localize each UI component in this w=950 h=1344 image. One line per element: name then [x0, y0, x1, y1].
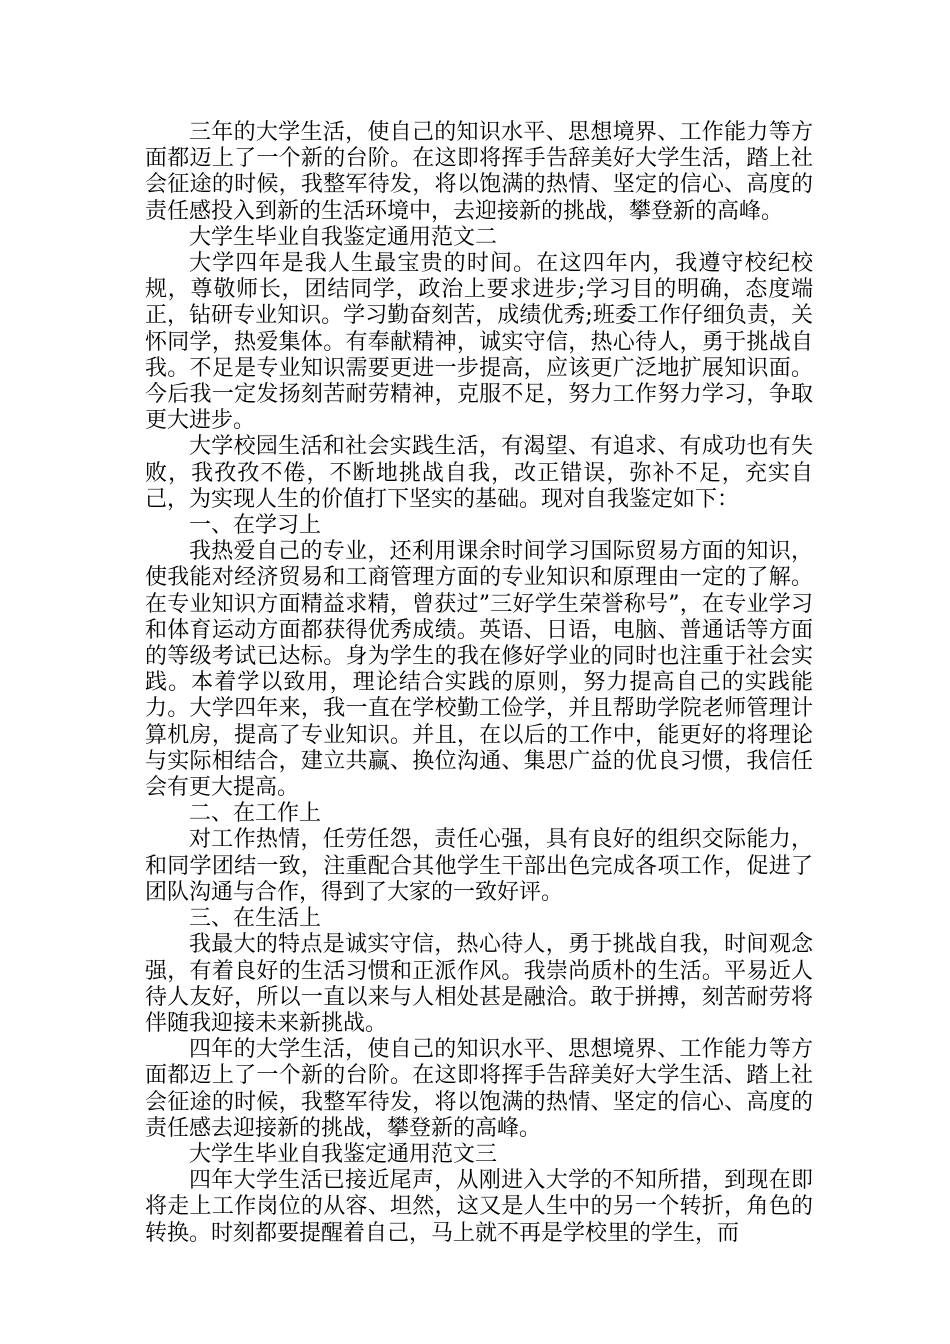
heading-work: 二、在工作上: [189, 801, 322, 827]
paragraph-campus-life: 大学校园生活和社会实践生活，有渴望、有追求、有成功也有失败，我孜孜不倦，不断地挑战自我，改正错误，弥补不足，充实自己，为实现人生的价值打下坚实的基础。现对自我鉴定如下：: [145, 434, 813, 512]
paragraph-conclusion-1: 三年的大学生活，使自己的知识水平、思想境界、工作能力等方面都迈上了一个新的台阶。在这即将挥手告辞美好大学生活，踏上社会征途的时候，我整军待发，将以饱满的热情、坚定的信心、高度的责任感投入到新的生活环境中，去迎接新的挑战，攀登新的高峰。: [145, 120, 813, 224]
section-title-3: 大学生毕业自我鉴定通用范文三: [189, 1141, 498, 1167]
paragraph-conclusion-2: 四年的大学生活，使自己的知识水平、思想境界、工作能力等方面都迈上了一个新的台阶。在这即将挥手告辞美好大学生活、踏上社会征途的时候，我整军待发，将以饱满的热情、坚定的信心、高度的责任感去迎接新的挑战，攀登新的高峰。: [145, 1037, 813, 1141]
section-title-2: 大学生毕业自我鉴定通用范文二: [189, 224, 498, 250]
paragraph-work: 对工作热情，任劳任怨，责任心强，具有良好的组织交际能力，和同学团结一致，注重配合其他学生干部出色完成各项工作，促进了团队沟通与合作，得到了大家的一致好评。: [145, 827, 813, 905]
paragraph-study: 我热爱自己的专业，还利用课余时间学习国际贸易方面的知识，使我能对经济贸易和工商管理方面的专业知识和原理由一定的了解。在专业知识方面精益求精，曾获过”三好学生荣誉称号”，在专业学习和体育运动方面都获得优秀成绩。英语、日语，电脑、普通话等方面的等级考试已达标。身为学生的我在修好学业的同时也注重于社会实践。本着学以致用，理论结合实践的原则，努力提高自己的实践能力。大学四年来，我一直在学校勤工俭学，并且帮助学院老师管理计算机房，提高了专业知识。并且，在以后的工作中，能更好的将理论与实际相结合，建立共赢、换位沟通、集思广益的优良习惯，我信任会有更大提高。: [145, 539, 813, 801]
heading-study: 一、在学习上: [189, 513, 322, 539]
paragraph-four-years: 大学四年是我人生最宝贵的时间。在这四年内，我遵守校纪校规，尊敬师长，团结同学，政治上要求进步;学习目的明确，态度端正，钻研专业知识。学习勤奋刻苦，成绩优秀;班委工作仔细负责，关怀同学，热爱集体。有奉献精神，诚实守信，热心待人，勇于挑战自我。不足是专业知识需要更进一步提高，应该更广泛地扩展知识面。今后我一定发扬刻苦耐劳精神，克服不足，努力工作努力学习，争取更大进步。: [145, 251, 813, 434]
paragraph-life: 我最大的特点是诚实守信，热心待人，勇于挑战自我，时间观念强，有着良好的生活习惯和正派作风。我崇尚质朴的生活。平易近人待人友好，所以一直以来与人相处甚是融洽。敢于拼搏，刻苦耐劳将伴随我迎接未来新挑战。: [145, 932, 813, 1036]
heading-life: 三、在生活上: [189, 906, 322, 932]
document-body: [145, 120, 813, 1247]
paragraph-ending: 四年大学生活已接近尾声，从刚进入大学的不知所措，到现在即将走上工作岗位的从容、坦然，这又是人生中的另一个转折，角色的转换。时刻都要提醒着自己，马上就不再是学校里的学生，而: [145, 1168, 813, 1246]
